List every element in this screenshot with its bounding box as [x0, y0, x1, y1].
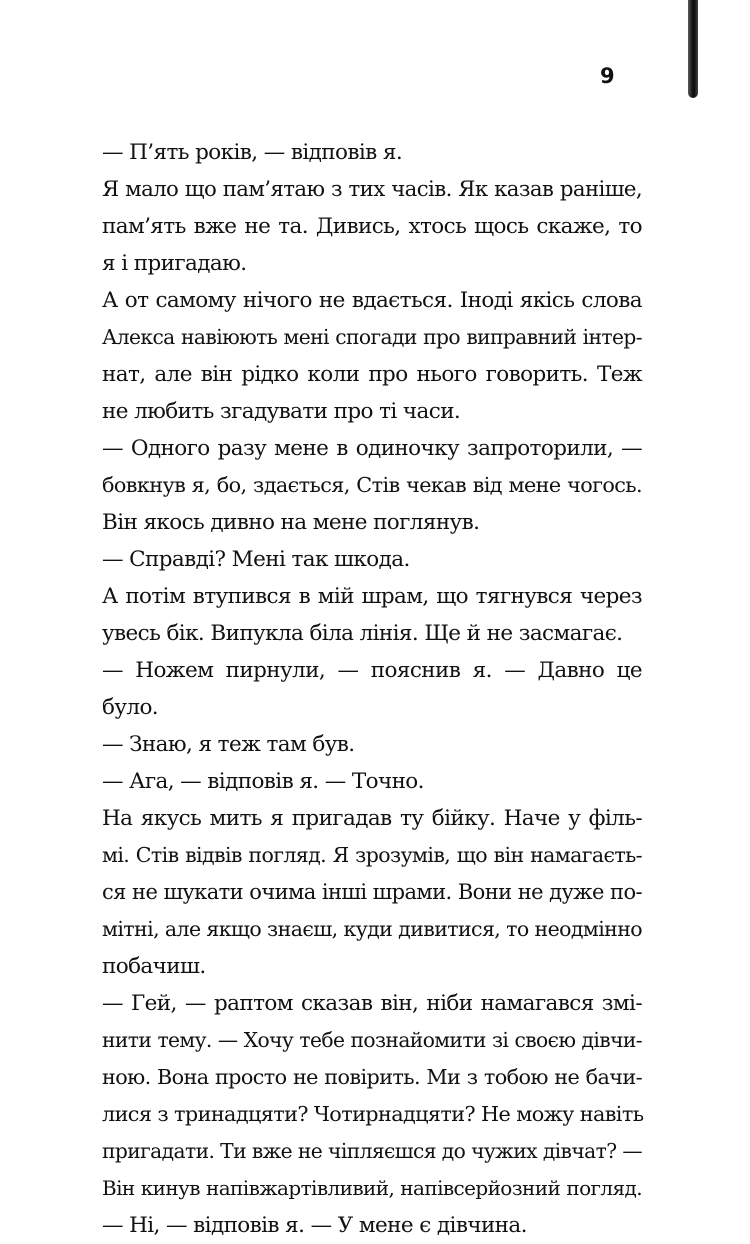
- text-line: нити тему. — Хочу тебе познайомити зі своєю дівчи-: [102, 1028, 642, 1052]
- page-number: 9: [600, 64, 615, 88]
- text-line: нат, але він рідко коли про нього говорить. Теж: [102, 362, 642, 387]
- text-line: — Справді? Мені так шкода.: [102, 547, 410, 572]
- text-line: мі. Стів відвів погляд. Я зрозумів, що він намагаєть-: [102, 843, 642, 867]
- text-line: — Знаю, я теж там був.: [102, 732, 355, 757]
- text-line: було.: [102, 695, 159, 720]
- text-line: — П’ять років, — відповів я.: [102, 140, 403, 165]
- text-line: пам’ять вже не та. Дивись, хтось щось скаже, то: [102, 214, 642, 239]
- text-line: — Ага, — відповів я. — Точно.: [102, 769, 424, 794]
- text-line: я і пригадаю.: [102, 251, 247, 276]
- text-line: — Ні, — відповів я. — У мене є дівчина.: [102, 1213, 527, 1238]
- text-line: — Ножем пирнули, — пояснив я. — Давно це: [102, 658, 642, 683]
- body-text: [102, 134, 642, 1244]
- text-line: Він якось дивно на мене поглянув.: [102, 510, 480, 535]
- text-line: А потім втупився в мій шрам, що тягнувся через: [102, 584, 642, 609]
- text-line: ся не шукати очима інші шрами. Вони не дуже по-: [102, 880, 642, 904]
- text-line: — Гей, — раптом сказав він, ніби намагався змі-: [102, 991, 642, 1016]
- text-line: ною. Вона просто не повірить. Ми з тобою не бачи-: [102, 1065, 642, 1089]
- text-line: бовкнув я, бо, здається, Стів чекав від мене чогось.: [102, 473, 642, 497]
- text-line: мітні, але якщо знаєш, куди дивитися, то неодмінно: [102, 917, 643, 941]
- text-line: пригадати. Ти вже не чіпляєшся до чужих дівчат? —: [102, 1139, 642, 1163]
- text-line: не любить згадувати про ті часи.: [102, 399, 461, 424]
- text-line: — Одного разу мене в одиночку запроторили, —: [102, 436, 642, 461]
- text-line: А от самому нічого не вдається. Іноді якісь слова: [102, 288, 642, 313]
- text-line: побачиш.: [102, 954, 206, 979]
- text-line: Я мало що пам’ятаю з тих часів. Як казав раніше,: [102, 177, 642, 202]
- text-line: Він кинув напівжартівливий, напівсерйозний погляд.: [102, 1176, 642, 1200]
- text-line: Алекса навіюють мені спогади про виправний інтер-: [102, 325, 642, 349]
- text-line: увесь бік. Випукла біла лінія. Ще й не засмагає.: [102, 621, 623, 646]
- page-edge-mark: [688, 0, 698, 98]
- text-line: лися з тринадцяти? Чотирнадцяти? Не можу навіть: [102, 1102, 644, 1126]
- text-line: На якусь мить я пригадав ту бійку. Наче у філь-: [102, 806, 642, 831]
